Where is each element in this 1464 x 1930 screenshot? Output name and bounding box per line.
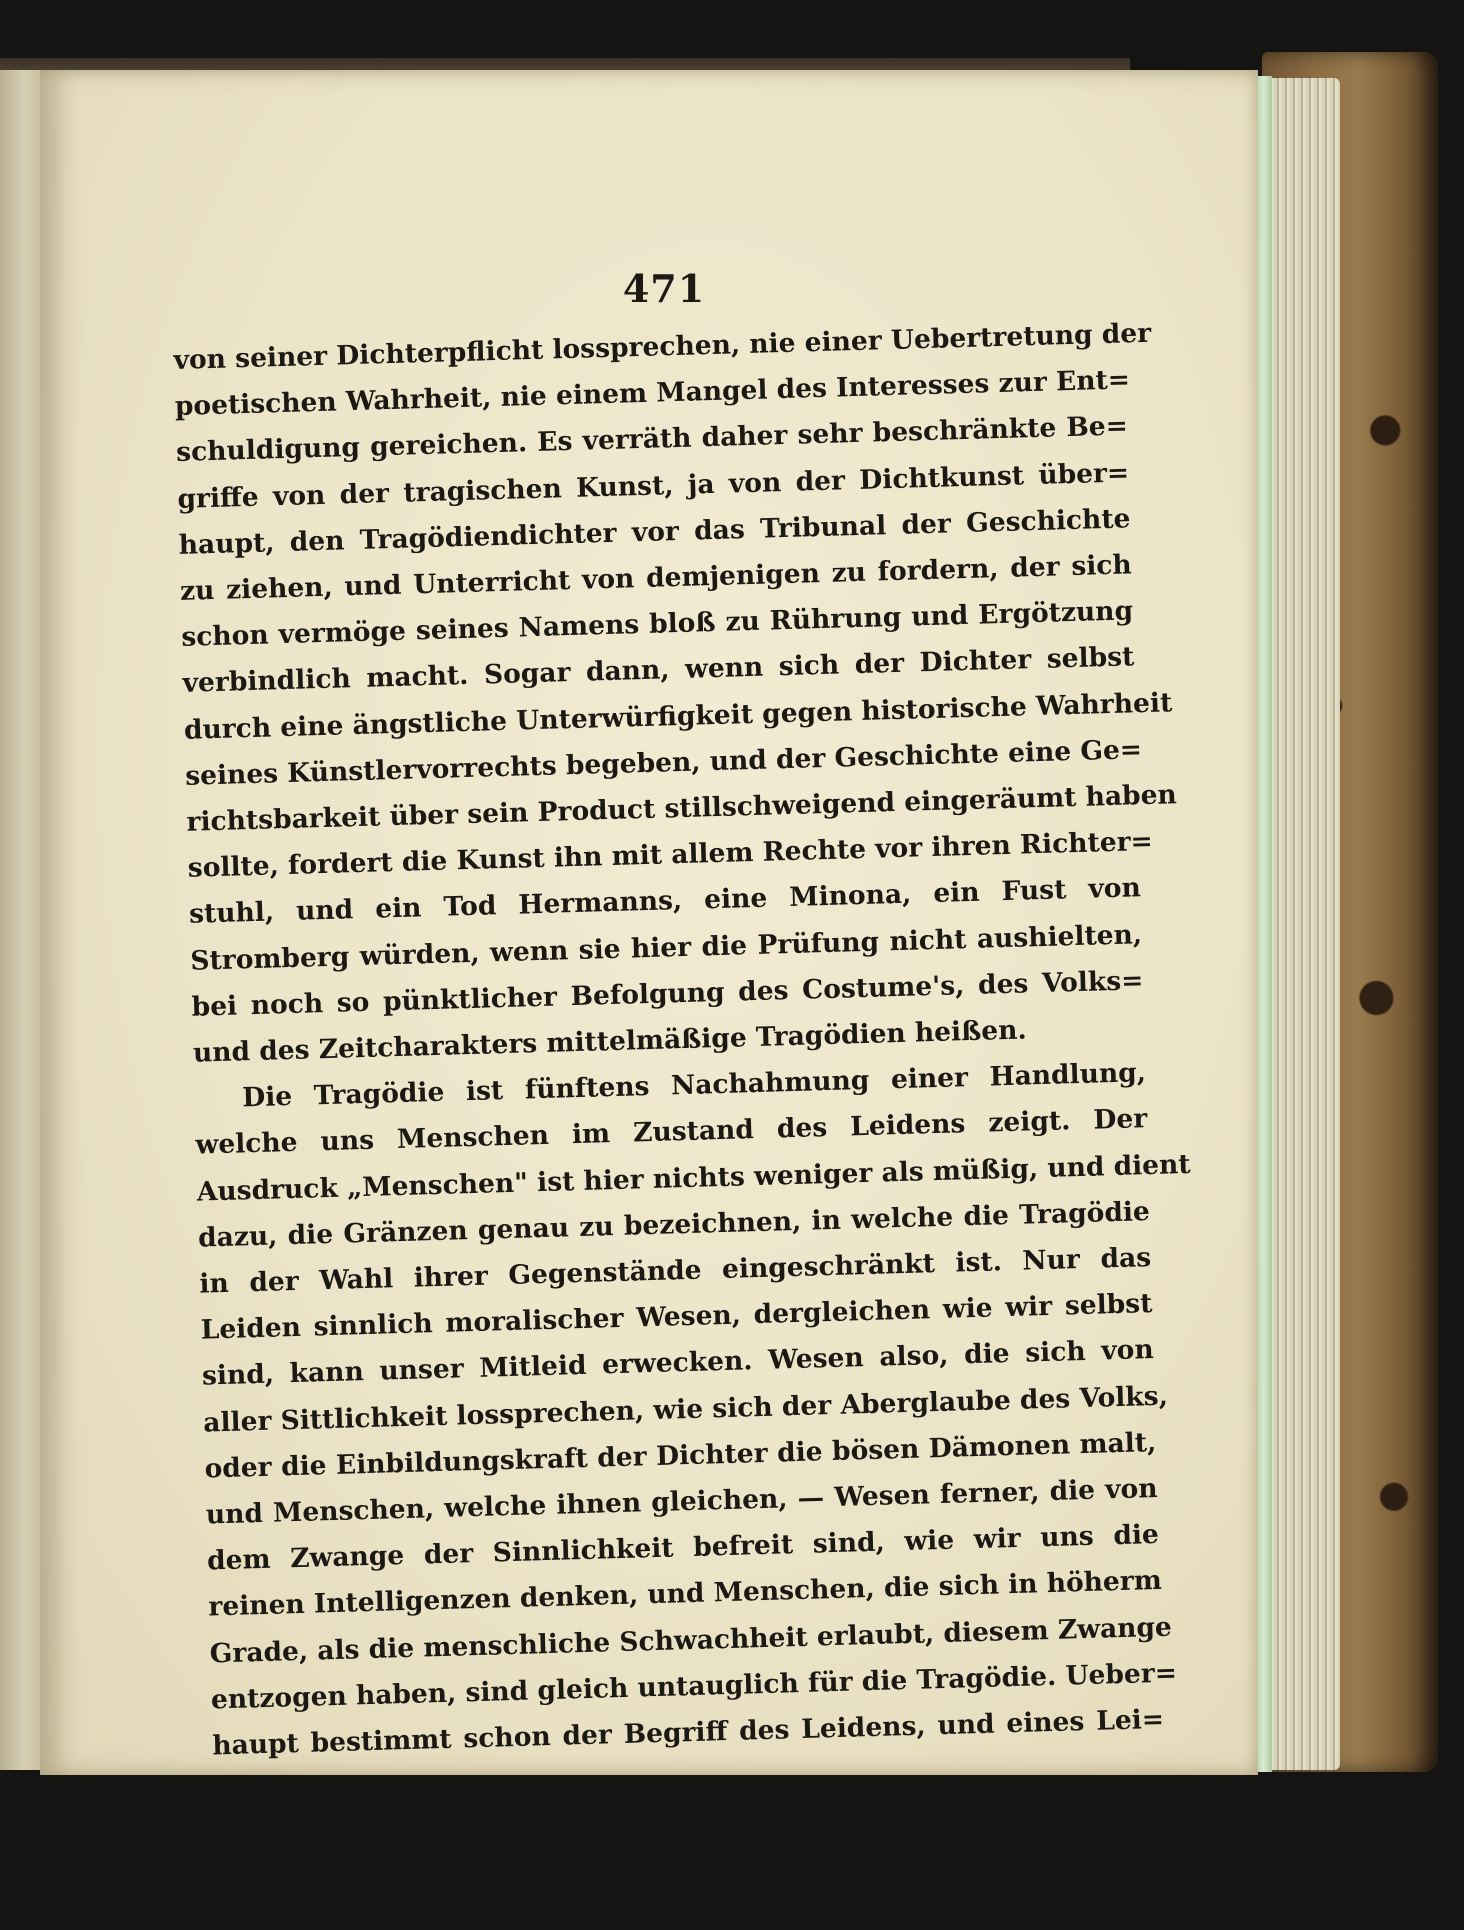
text-line: griffe von der tragischen Kunst, ja von der Dichtkunst über= [177,456,1130,515]
text-line: bei noch so pünktlicher Befolgung des Costume's, des Volks= [191,965,1144,1023]
page-number: 471 [622,266,706,311]
text-line: schuldigung gereichen. Es verräth daher sehr beschränkte Be= [175,410,1129,469]
text-line: poetischen Wahrheit, nie einem Mangel des Interesses zur Ent= [174,364,1131,423]
text-line: zu ziehen, und Unterricht von demjenigen zu fordern, der sich [179,549,1133,607]
text-line: oder die Einbildungskraft der Dichter die bösen Dämonen malt, [204,1426,1157,1485]
text-line: Leiden sinnlich moralischer Wesen, dergleichen wie wir selbst [200,1288,1153,1346]
previous-leaf-edge [0,70,40,1770]
text-line: reinen Intelligenzen denken, und Menschen, die sich in höherm [208,1565,1163,1623]
green-page-edge [1256,76,1272,1772]
text-line: Die Tragödie ist fünftens Nachahmung einer Handlung, [241,1057,1147,1114]
text-line: und des Zeitcharakters mittelmäßige Tragödien heißen. [192,1014,1028,1069]
book-page [40,70,1258,1775]
text-line: seines Künstlervorrechts begeben, und der Geschichte eine Ge= [184,733,1143,792]
text-line: dem Zwange der Sinnlichkeit befreit sind, wie wir uns die [206,1519,1160,1577]
text-line: entzogen haben, sind gleich untauglich für die Tragödie. Ueber= [210,1657,1178,1716]
text-line: aller Sittlichkeit lossprechen, wie sich der Aberglaube des Volks, [202,1380,1169,1439]
text-line: Ausdruck „Menschen" ist hier nichts weniger als müßig, und dient [196,1148,1191,1208]
text-line: durch eine ängstliche Unterwürfigkeit gegen historische Wahrheit [183,686,1173,746]
body-text [173,311,1191,1769]
text-line: haupt, den Tragödiendichter vor das Tribunal der Geschichte [178,503,1131,561]
text-line: und Menschen, welche ihnen gleichen, — Wesen ferner, die von [205,1473,1158,1531]
text-line: sollte, fordert die Kunst ihn mit allem Rechte vor ihren Richter= [187,826,1154,885]
text-line: in der Wahl ihrer Gegenstände eingeschränkt ist. Nur das [198,1242,1152,1300]
text-line: stuhl, und ein Tod Hermanns, eine Minona, ein Fust von [188,872,1142,931]
text-line: verbindlich macht. Sogar dann, wenn sich der Dichter selbst [182,641,1135,700]
text-line: haupt bestimmt schon der Begriff des Leidens, und eines Lei= [211,1703,1165,1762]
text-line: sind, kann unser Mitleid erwecken. Wesen also, die sich von [201,1334,1155,1393]
text-line: Grade, als die menschliche Schwachheit erlaubt, diesem Zwange [209,1611,1173,1670]
text-line: schon vermöge seines Namens bloß zu Rührung und Ergötzung [180,595,1134,654]
text-line: richtsbarkeit über sein Product stillschweigend eingeräumt haben [186,779,1178,838]
text-line: dazu, die Gränzen genau zu bezeichnen, in welche die Tragödie [197,1195,1151,1254]
text-line: von seiner Dichterpflicht lossprechen, nie einer Uebertretung der [173,317,1152,376]
text-line: Stromberg würden, wenn sie hier die Prüfung nicht aushielten, [189,918,1143,977]
text-line: welche uns Menschen im Zustand des Leidens zeigt. Der [195,1103,1148,1162]
